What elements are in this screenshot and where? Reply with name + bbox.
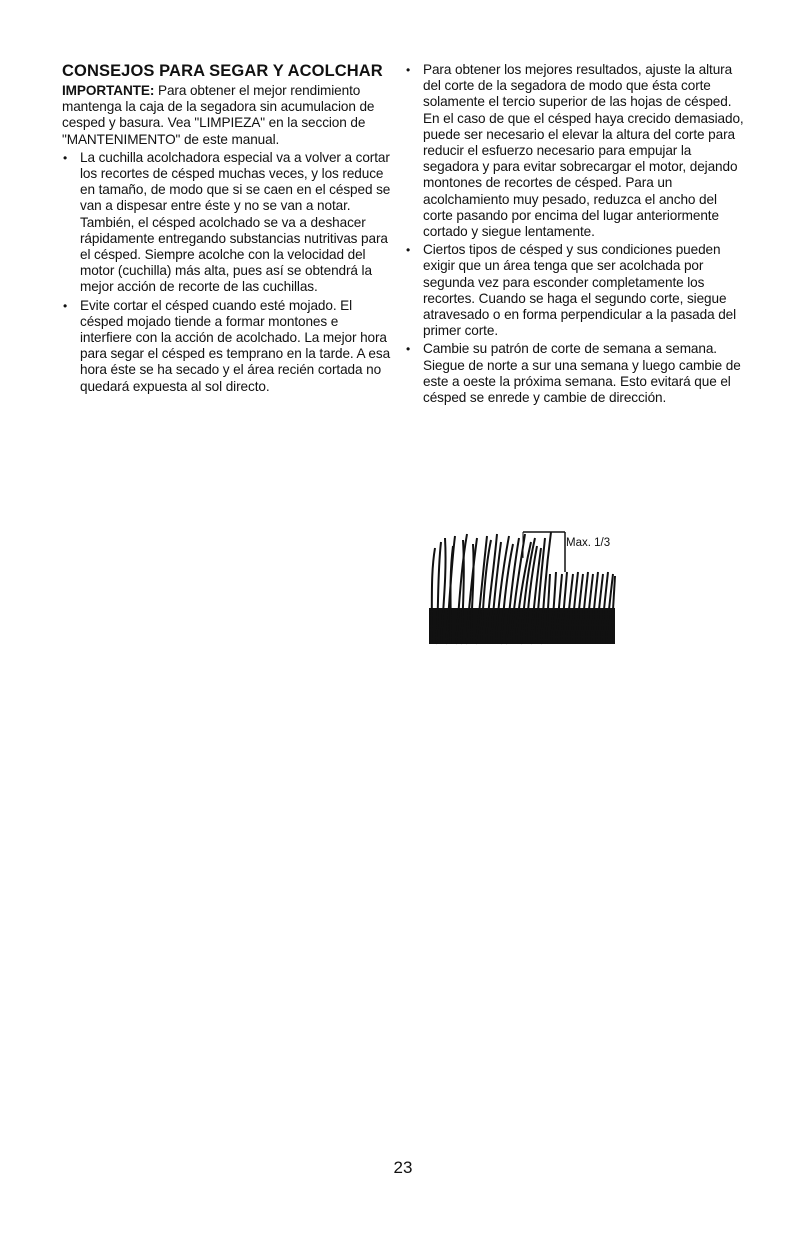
list-item: • La cuchilla acolchadora especial va a volver a cortar los recortes de césped muchas veces, y los reduce en tamaño, de modo que si se caen en el césped se van a dispesar entre éste y no se van a notar. También, el césped acolchado se va a deshacer rápidamente entregando substancias nutritivas para el césped. Siempre acolche con la velocidad del motor (cuchilla) más alta, pues así se obtendrá la mejor acción de recorte de las cuchillas.: [62, 150, 392, 296]
list-item: • Para obtener los mejores resultados, ajuste la altura del corte de la segadora de modo que ésta corte solamente el tercio superior de las hojas de césped. En el caso de que el césped haya crecido demasiado, puede ser necesario el elevar la altura del corte para reducir el esfuerzo necesario para empujar la segadora y para evitar sobrecargar el motor, dejando montones de recortes de césped. Para un acolchamiento muy pesado, reduzca el ancho del corte pasando por encima del lugar anteriormente cortado y siegue lentamente.: [405, 62, 745, 240]
left-column: [62, 62, 392, 397]
list-item: • Cambie su patrón de corte de semana a semana. Siegue de norte a sur una semana y luego cambie de este a oeste la próxima semana. Esto evitará que el césped se enrede y cambie de dirección.: [405, 341, 745, 406]
max-height-label: Max. 1/3: [566, 537, 611, 549]
page-number: 23: [393, 1158, 413, 1177]
list-item: • Evite cortar el césped cuando esté mojado. El césped mojado tiende a formar montones e interfiere con la acción de acolchado. La mejor hora para segar el césped es temprano en la tarde. A esa hora éste se ha secado y el área recién cortada no quedará expuesta al sol directo.: [62, 298, 392, 395]
list-item: • Ciertos tipos de césped y sus condiciones pueden exigir que un área tenga que ser acolchada por segunda vez para esconder completamente los recortes. Cuando se haga el segundo corte, siegue atravesado o en forma perpendicular a la pasada del primer corte.: [405, 242, 745, 339]
section-heading: CONSEJOS PARA SEGAR Y ACOLCHAR: [62, 62, 383, 80]
important-text: Para obtener el mejor rendimiento mantenga la caja de la segadora sin acumulacion de cesped y basura. Vea "LIMPIEZA" en la seccion de "MANTENIMENTO" de este manual.: [62, 83, 375, 147]
right-bullet-list: [405, 62, 745, 406]
left-bullet-list: [62, 150, 392, 395]
important-note: [62, 83, 392, 148]
right-column: [405, 62, 745, 408]
important-label: IMPORTANTE:: [62, 83, 155, 98]
